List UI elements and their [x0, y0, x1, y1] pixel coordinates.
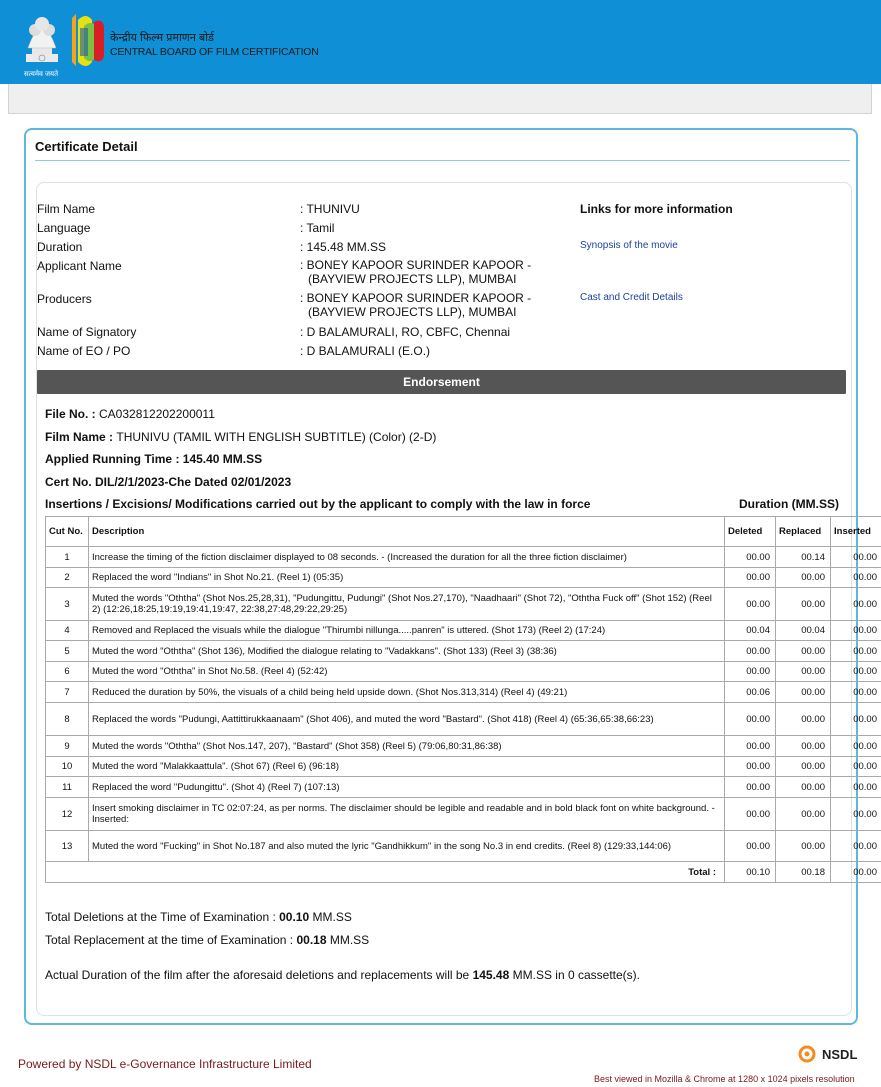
table-row: [46, 621, 881, 641]
row-description: Muted the words "Oththa" (Shot Nos.25,28,31), "Pudungittu, Pudungi" (Shot Nos.27,170), "Naadhaari" (Shot 72), "Oththa Fuck off" (Shot 152) (Reel 2) (12:26,18:25,19:19,19:41,19:47, 22:38,27:48,29:22,29:25): [89, 588, 725, 621]
synopsis-link[interactable]: Synopsis of the movie: [580, 240, 678, 251]
endorsement-film-name: [45, 430, 436, 444]
file-no-label: File No. :: [45, 407, 99, 421]
table-row: [46, 831, 881, 862]
language-value: : Tamil: [300, 221, 335, 235]
row-no: 3: [46, 588, 89, 621]
row-no: 10: [46, 757, 89, 777]
row-inserted: 00.00: [831, 682, 881, 703]
table-row: [46, 547, 881, 568]
page-title: Certificate Detail: [35, 139, 138, 154]
row-deleted: 00.00: [725, 662, 776, 682]
applicant-label: Applicant Name: [37, 259, 122, 273]
row-no: 11: [46, 777, 89, 798]
duration-value: : 145.48 MM.SS: [300, 240, 387, 254]
cast-credit-link[interactable]: Cast and Credit Details: [580, 292, 683, 303]
row-no: 4: [46, 621, 89, 641]
row-replaced: 00.00: [776, 703, 831, 736]
row-deleted: 00.06: [725, 682, 776, 703]
row-replaced: 00.00: [776, 588, 831, 621]
title-divider: [35, 160, 850, 161]
row-inserted: 00.00: [831, 588, 881, 621]
actual-duration-value: 145.48: [472, 968, 510, 982]
producers-value: [300, 291, 531, 319]
row-replaced: 00.04: [776, 621, 831, 641]
row-description: Muted the word "Fucking" in Shot No.187 and also muted the lyric "Gandhikkum" in the song No.3 in end credits. (Reel 8) (129:33,144:06): [89, 831, 725, 862]
total-deletions-unit: MM.SS: [309, 910, 352, 924]
row-replaced: 00.00: [776, 798, 831, 831]
row-deleted: 00.00: [725, 588, 776, 621]
producers-label: Producers: [37, 292, 92, 306]
applicant-value: [300, 258, 531, 286]
total-deleted: 00.10: [725, 862, 776, 883]
table-row: [46, 777, 881, 798]
site-header: [0, 0, 881, 84]
producers-value-line1: : BONEY KAPOOR SURINDER KAPOOR -: [300, 291, 532, 305]
row-replaced: 00.00: [776, 831, 831, 862]
row-no: 9: [46, 736, 89, 757]
best-viewed-text: Best viewed in Mozilla & Chrome at 1280 x 1024 pixels resolution: [594, 1074, 855, 1084]
actual-duration: [45, 968, 640, 982]
row-deleted: 00.00: [725, 757, 776, 777]
applied-running-time: Applied Running Time : 145.40 MM.SS: [45, 452, 263, 466]
cert-no: Cert No. DIL/2/1/2023-Che Dated 02/01/2023: [45, 475, 292, 489]
table-header-row: [46, 517, 881, 547]
row-no: 8: [46, 703, 89, 736]
col-cut-no: Cut No.: [46, 517, 89, 547]
endorsement-bar: Endorsement: [37, 370, 846, 394]
endorsement-film-name-label: Film Name :: [45, 430, 117, 444]
table-body: [46, 547, 881, 883]
nsdl-logo-text: NSDL: [822, 1047, 858, 1062]
table-row: [46, 641, 881, 662]
eo-value: : D BALAMURALI (E.O.): [300, 344, 431, 358]
row-replaced: 00.00: [776, 777, 831, 798]
row-deleted: 00.00: [725, 736, 776, 757]
row-replaced: 00.00: [776, 641, 831, 662]
row-deleted: 00.04: [725, 621, 776, 641]
row-description: Insert smoking disclaimer in TC 02:07:24, as per norms. The disclaimer should be legible and readable and in bold black font on white background. - Inserted:: [89, 798, 725, 831]
row-inserted: 00.00: [831, 568, 881, 588]
table-row: [46, 703, 881, 736]
applicant-value-line2: (BAYVIEW PROJECTS LLP), MUMBAI: [308, 272, 517, 286]
actual-duration-post: MM.SS in 0 cassette(s).: [509, 968, 640, 982]
row-description: Replaced the words "Pudungi, Aattittirukkaanaam" (Shot 406), and muted the word "Bastard". (Shot 418) (Reel 4) (65:36,65:38,66:23): [89, 703, 725, 736]
row-inserted: 00.00: [831, 757, 881, 777]
row-deleted: 00.00: [725, 641, 776, 662]
total-deletions-label: Total Deletions at the Time of Examination :: [45, 910, 280, 924]
row-inserted: 00.00: [831, 621, 881, 641]
total-replacement-label: Total Replacement at the time of Examination :: [45, 933, 297, 947]
row-no: 6: [46, 662, 89, 682]
row-inserted: 00.00: [831, 831, 881, 862]
signatory-value: : D BALAMURALI, RO, CBFC, Chennai: [300, 325, 511, 339]
row-deleted: 00.00: [725, 568, 776, 588]
row-no: 7: [46, 682, 89, 703]
row-description: Muted the word "Malakkaattula". (Shot 67) (Reel 6) (96:18): [89, 757, 725, 777]
row-deleted: 00.00: [725, 777, 776, 798]
modifications-heading: Insertions / Excisions/ Modifications carried out by the applicant to comply with the law in force: [45, 497, 591, 511]
table-row: [46, 736, 881, 757]
row-deleted: 00.00: [725, 703, 776, 736]
state-emblem-icon: [20, 4, 64, 80]
row-description: Removed and Replaced the visuals while the dialogue "Thirumbi nillunga.....panren" is uttered. (Shot 173) (Reel 2) (17:24): [89, 621, 725, 641]
row-inserted: 00.00: [831, 703, 881, 736]
logo-english-text: CENTRAL BOARD OF FILM CERTIFICATION: [110, 46, 319, 58]
row-replaced: 00.00: [776, 757, 831, 777]
producers-value-line2: (BAYVIEW PROJECTS LLP), MUMBAI: [308, 305, 517, 319]
row-inserted: 00.00: [831, 798, 881, 831]
row-no: 1: [46, 547, 89, 568]
table-row: [46, 757, 881, 777]
row-description: Reduced the duration by 50%, the visuals of a child being held upside down. (Shot Nos.313,314) (Reel 4) (49:21): [89, 682, 725, 703]
eo-label: Name of EO / PO: [37, 344, 131, 358]
duration-label: Duration: [37, 240, 83, 254]
row-no: 12: [46, 798, 89, 831]
total-replacement: [45, 933, 369, 947]
row-replaced: 00.00: [776, 682, 831, 703]
row-deleted: 00.00: [725, 831, 776, 862]
row-no: 13: [46, 831, 89, 862]
col-deleted: Deleted: [725, 517, 776, 547]
actual-duration-pre: Actual Duration of the film after the aforesaid deletions and replacements will be: [45, 968, 473, 982]
cbfc-logo-icon: [70, 12, 106, 68]
logo-hindi-text: केन्द्रीय फिल्म प्रमाणन बोर्ड: [110, 32, 214, 44]
row-inserted: 00.00: [831, 662, 881, 682]
row-deleted: 00.00: [725, 547, 776, 568]
row-no: 2: [46, 568, 89, 588]
applicant-value-line1: : BONEY KAPOOR SURINDER KAPOOR -: [300, 258, 532, 272]
total-deletions-value: 00.10: [279, 910, 310, 924]
nav-strip: [8, 84, 872, 114]
total-deletions: [45, 910, 352, 924]
col-replaced: Replaced: [776, 517, 831, 547]
row-no: 5: [46, 641, 89, 662]
row-replaced: 00.14: [776, 547, 831, 568]
endorsement-film-name-value: THUNIVU (TAMIL WITH ENGLISH SUBTITLE) (Color) (2-D): [116, 430, 437, 444]
file-no-value: CA032812202200011: [99, 407, 215, 421]
links-title: Links for more information: [580, 202, 733, 216]
row-description: Muted the word "Oththa" (Shot 136), Modified the dialogue relating to "Vadakkans". (Shot 133) (Reel 3) (38:36): [89, 641, 725, 662]
col-inserted: Inserted: [831, 517, 881, 547]
row-inserted: 00.00: [831, 641, 881, 662]
table-row: [46, 798, 881, 831]
duration-heading: Duration (MM.SS): [739, 497, 839, 511]
row-description: Muted the words "Oththa" (Shot Nos.147, 207), "Bastard" (Shot 358) (Reel 5) (79:06,80:31,86:38): [89, 736, 725, 757]
row-description: Increase the timing of the fiction disclaimer displayed to 08 seconds. - (Increased the duration for all the three fiction disclaimer): [89, 547, 725, 568]
powered-by-text: Powered by NSDL e-Governance Infrastructure Limited: [18, 1057, 312, 1071]
table-row: [46, 568, 881, 588]
row-replaced: 00.00: [776, 568, 831, 588]
row-inserted: 00.00: [831, 736, 881, 757]
film-name-label: Film Name: [37, 202, 96, 216]
table-row: [46, 682, 881, 703]
total-replacement-value: 00.18: [296, 933, 327, 947]
total-inserted: 00.00: [831, 862, 881, 883]
total-replaced: 00.18: [776, 862, 831, 883]
table-row: [46, 662, 881, 682]
table-row: [46, 588, 881, 621]
row-inserted: 00.00: [831, 777, 881, 798]
col-description: Description: [89, 517, 725, 547]
film-name-value: : THUNIVU: [300, 202, 360, 216]
row-deleted: 00.00: [725, 798, 776, 831]
file-no: [45, 407, 215, 421]
language-label: Language: [37, 221, 91, 235]
row-replaced: 00.00: [776, 662, 831, 682]
table-total-row: [46, 862, 881, 883]
row-description: Replaced the word "Pudungittu". (Shot 4) (Reel 7) (107:13): [89, 777, 725, 798]
emblem-caption: सत्यमेव जयते: [24, 71, 59, 78]
row-description: Muted the word "Oththa" in Shot No.58. (Reel 4) (52:42): [89, 662, 725, 682]
row-description: Replaced the word "Indians" in Shot No.21. (Reel 1) (05:35): [89, 568, 725, 588]
signatory-label: Name of Signatory: [37, 325, 137, 339]
total-label: Total :: [46, 862, 725, 883]
row-replaced: 00.00: [776, 736, 831, 757]
modifications-table: [45, 516, 881, 883]
total-replacement-unit: MM.SS: [326, 933, 370, 947]
row-inserted: 00.00: [831, 547, 881, 568]
